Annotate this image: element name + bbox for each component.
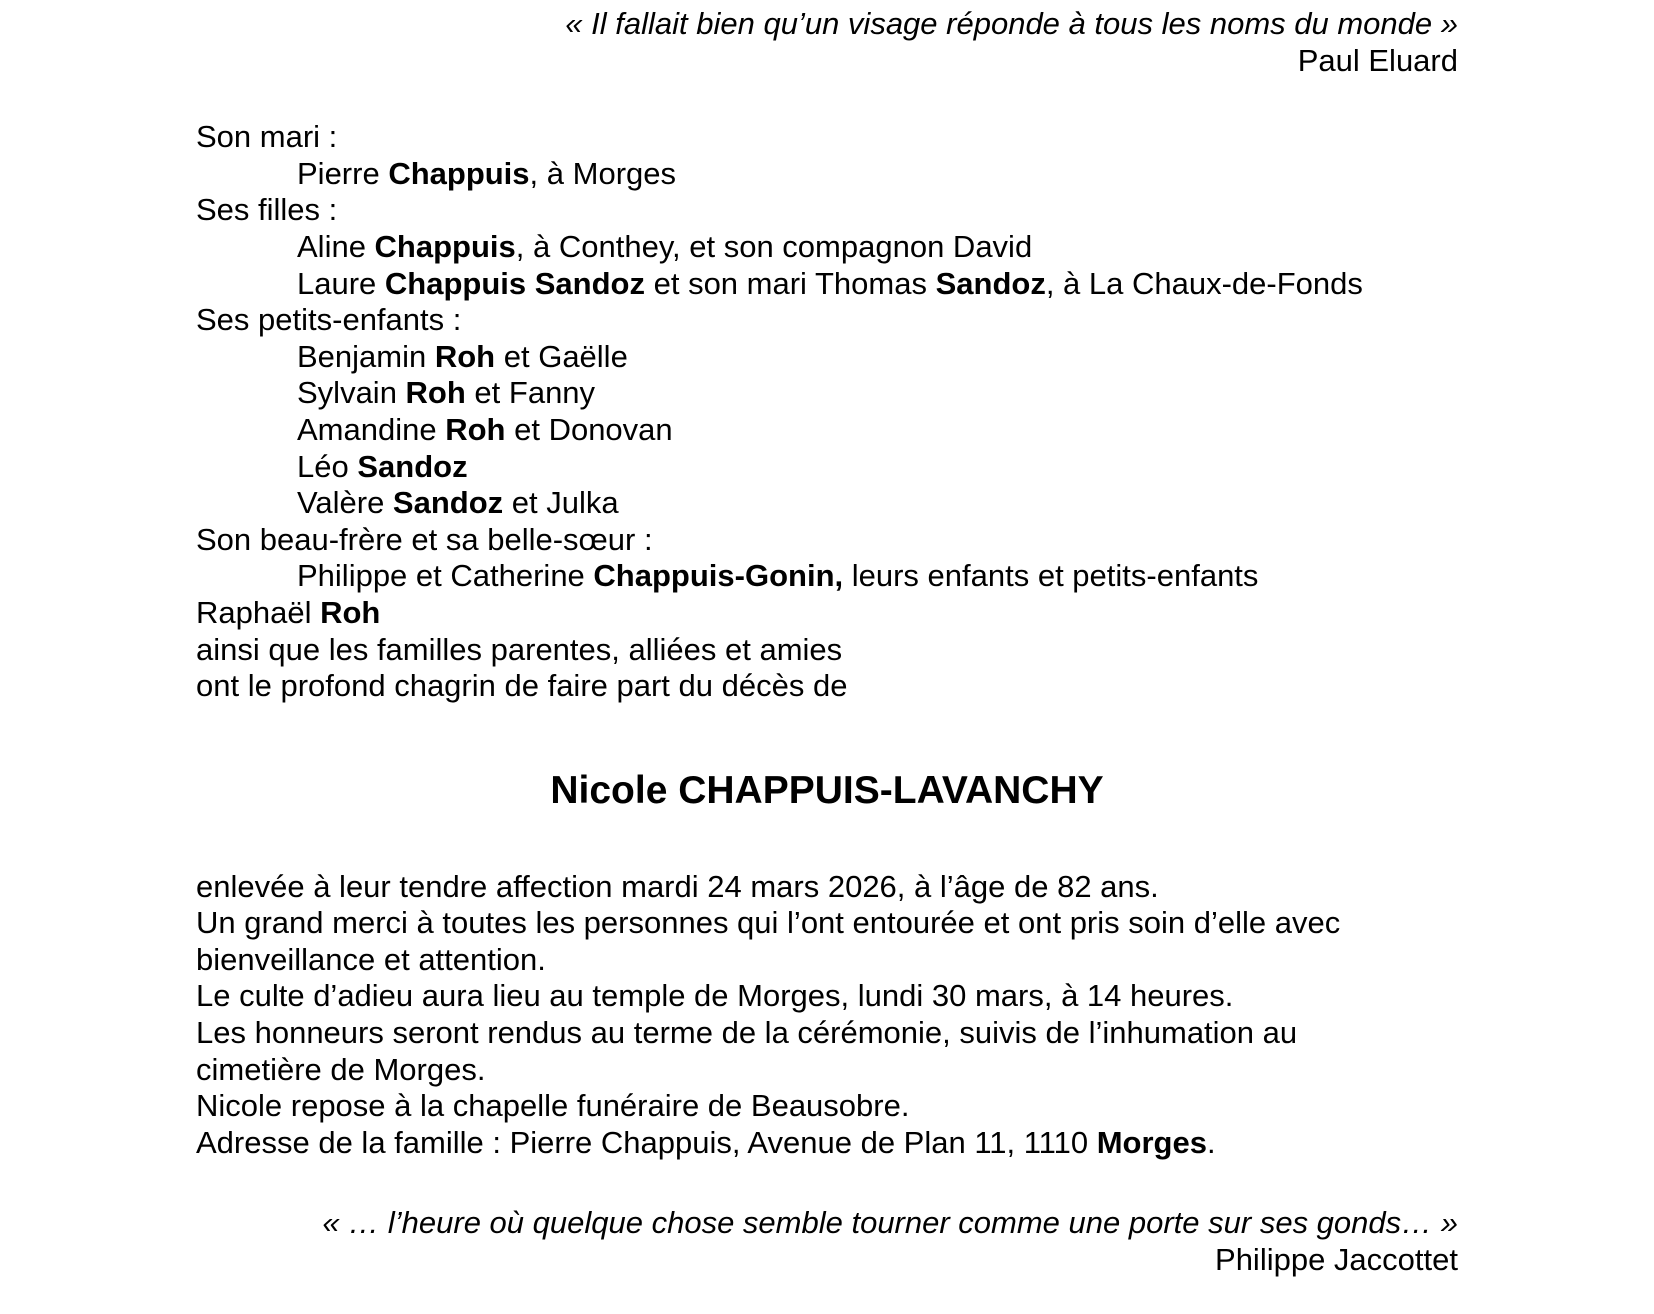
top-epigraph: [196, 6, 1458, 79]
announcement-line: [196, 869, 1458, 906]
family-member-line: [196, 339, 1458, 376]
family-member-line: [196, 558, 1458, 595]
text-run-bold: Sandoz: [357, 448, 468, 484]
announcement-details: [196, 869, 1458, 1162]
family-list: [196, 119, 1458, 705]
announcement-intro-line: [196, 668, 1458, 705]
announcement-line: [196, 1088, 1458, 1125]
relation-heading-line: [196, 119, 1458, 156]
relation-heading-line: [196, 192, 1458, 229]
text-run: Raphaël: [196, 594, 321, 630]
text-run-bold: Chappuis Sandoz: [384, 265, 645, 301]
text-run: , à Conthey, et son compagnon David: [515, 228, 1033, 264]
deceased-name: Nicole CHAPPUIS-LAVANCHY: [550, 768, 1104, 812]
text-run: Le culte d’adieu aura lieu au temple de Morges, lundi 30 mars, à 14 heures.: [196, 978, 1234, 1014]
announcement-line: [196, 1052, 1458, 1089]
text-run: et son mari Thomas: [644, 265, 936, 301]
text-run: Benjamin: [297, 338, 435, 374]
text-run-bold: Roh: [434, 338, 496, 374]
bottom-epigraph: [196, 1205, 1458, 1278]
text-run: enlevée à leur tendre affection mardi 24 mars 2026, à l’âge de 82 ans.: [196, 868, 1159, 904]
announcement-line: [196, 942, 1458, 979]
text-run: Nicole repose à la chapelle funéraire de Beausobre.: [196, 1088, 910, 1124]
text-run: et Julka: [503, 485, 619, 521]
announcement-line: [196, 978, 1458, 1015]
text-run: ainsi que les familles parentes, alliées et amies: [196, 631, 843, 667]
announcement-intro-line: [196, 632, 1458, 669]
text-run-bold: Chappuis: [374, 228, 516, 264]
text-run: Ses filles :: [196, 192, 338, 228]
text-run: Laure: [297, 265, 385, 301]
top-quote-line: « Il fallait bien qu’un visage réponde à tous les noms du monde »: [565, 6, 1458, 41]
text-run: Les honneurs seront rendus au terme de la cérémonie, suivis de l’inhumation au: [196, 1015, 1298, 1051]
text-run-bold: Roh: [445, 411, 506, 447]
text-run: et Gaëlle: [495, 338, 628, 374]
family-member-line: [196, 266, 1458, 303]
text-run: bienveillance et attention.: [196, 941, 546, 977]
bottom-quote-author: Philippe Jaccottet: [1215, 1242, 1458, 1278]
text-run-bold: Chappuis: [388, 155, 530, 191]
text-run: leurs enfants et petits-enfants: [843, 558, 1259, 594]
text-run-bold: Sandoz: [392, 485, 504, 521]
text-run: Son beau-frère et sa belle-sœur :: [196, 521, 653, 557]
text-run: Valère: [297, 485, 393, 521]
family-member-line: [196, 412, 1458, 449]
text-run: Sylvain: [297, 375, 406, 411]
announcement-line: [196, 1015, 1458, 1052]
text-run: Amandine: [297, 411, 446, 447]
text-run: ont le profond chagrin de faire part du décès de: [196, 668, 848, 704]
family-member-line: [196, 375, 1458, 412]
text-run: Philippe et Catherine: [297, 558, 594, 594]
text-run: Un grand merci à toutes les personnes qui l’ont entourée et ont pris soin d’elle avec: [196, 905, 1341, 941]
text-run: Ses petits-enfants :: [196, 302, 462, 338]
relation-heading-line: [196, 522, 1458, 559]
text-run: , à La Chaux-de-Fonds: [1045, 265, 1363, 301]
text-run: , à Morges: [529, 155, 676, 191]
family-member-line: [196, 449, 1458, 486]
text-run: Adresse de la famille : Pierre Chappuis, Avenue de Plan 11, 1110: [196, 1124, 1097, 1160]
text-run: et Donovan: [505, 411, 673, 447]
family-member-line: [196, 229, 1458, 266]
family-address-line: [196, 1125, 1458, 1162]
text-run: Léo: [297, 448, 358, 484]
text-run-bold: Roh: [320, 594, 381, 630]
announcement-line: [196, 905, 1458, 942]
family-member-line: [196, 485, 1458, 522]
text-run: Aline: [297, 228, 375, 264]
family-member-line: [196, 595, 1458, 632]
text-run-bold: Sandoz: [935, 265, 1046, 301]
text-run-bold: Roh: [405, 375, 466, 411]
text-run: et Fanny: [465, 375, 596, 411]
top-quote-author: Paul Eluard: [1297, 42, 1458, 78]
family-member-line: [196, 156, 1458, 193]
text-run: cimetière de Morges.: [196, 1051, 486, 1087]
text-run: Pierre: [297, 155, 389, 191]
text-run-bold: Morges: [1096, 1124, 1207, 1160]
bottom-quote-line: « … l’heure où quelque chose semble tourner comme une porte sur ses gonds… »: [322, 1205, 1458, 1241]
relation-heading-line: [196, 302, 1458, 339]
text-run: Son mari :: [196, 119, 338, 155]
text-run-bold: Chappuis-Gonin,: [593, 558, 844, 594]
text-run: .: [1206, 1124, 1216, 1160]
